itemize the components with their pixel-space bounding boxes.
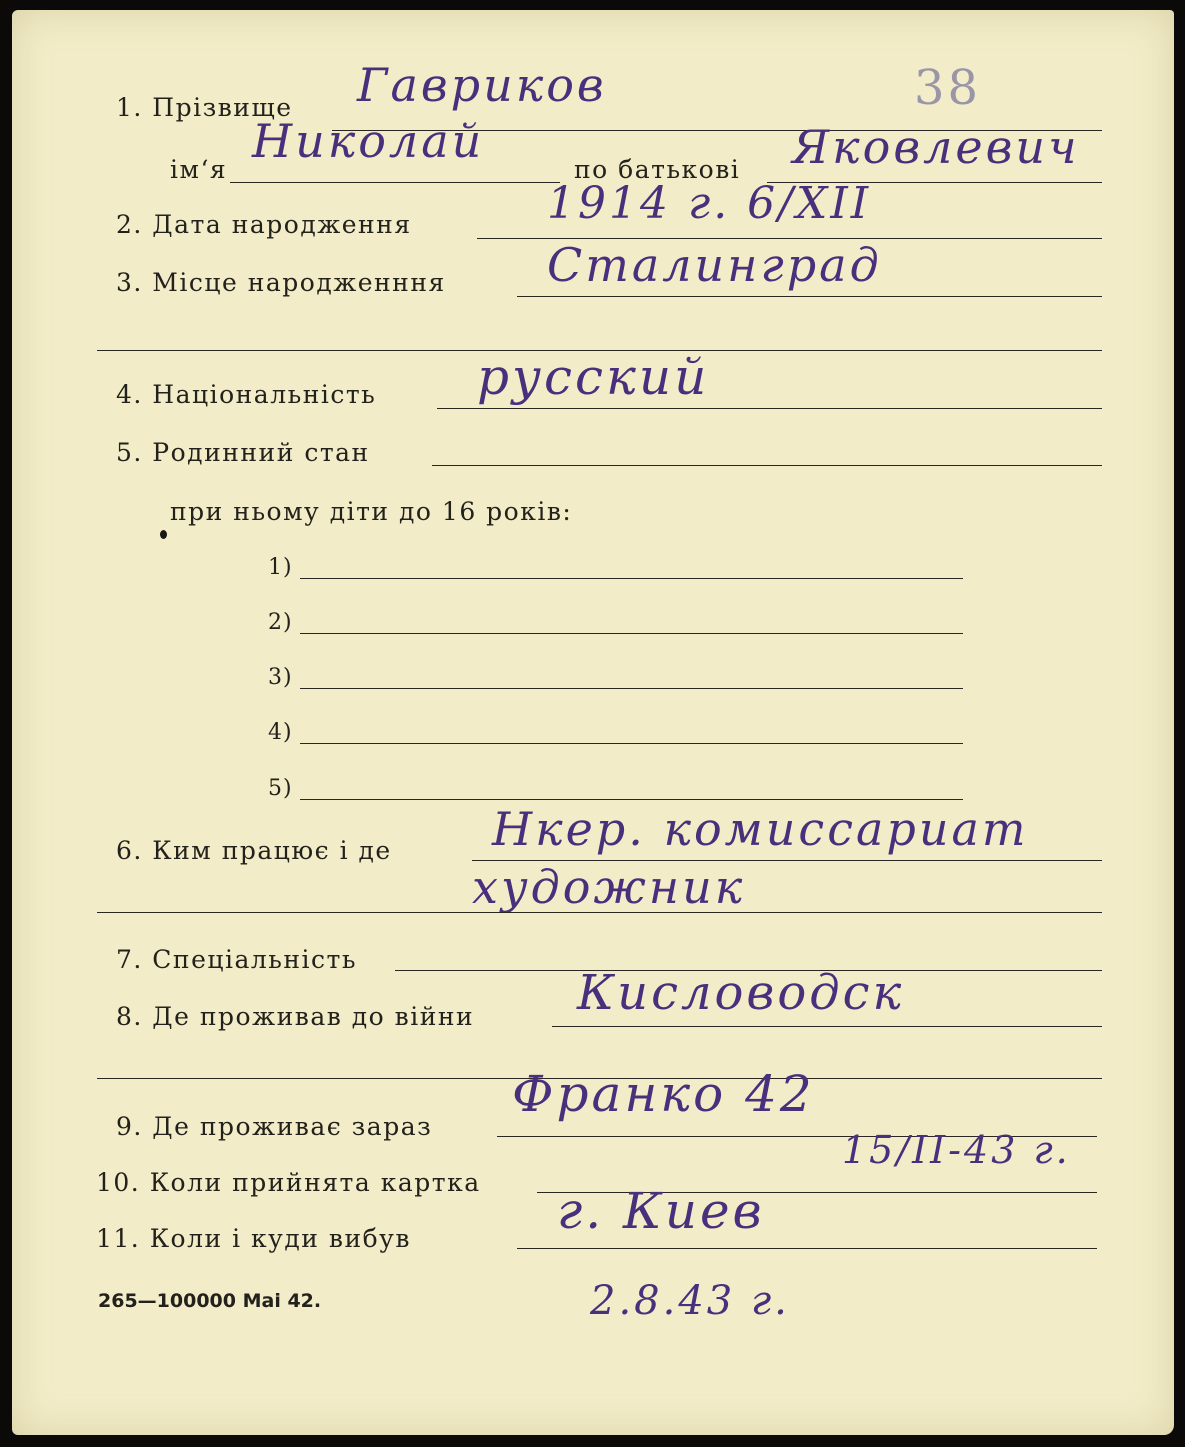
child-3-label: 3) xyxy=(268,665,293,690)
birth-date-label: 2. Дата народження xyxy=(116,210,412,239)
marital-label: 5. Родинний стан xyxy=(116,438,370,467)
child-1-label: 1) xyxy=(268,555,293,580)
birth-date-handwritten: 1914 г. 6/XII xyxy=(547,178,872,229)
child-1-line xyxy=(300,578,963,579)
birth-place-label: 3. Місце народженння xyxy=(116,268,446,297)
work-handwritten-1: Нкер. комиссариат xyxy=(492,802,1029,856)
departure-handwritten: г. Киев xyxy=(557,1182,765,1240)
departure-line xyxy=(517,1248,1097,1249)
registration-card xyxy=(12,10,1174,1435)
print-code: 265—100000 Mai 42. xyxy=(98,1290,322,1312)
birth-place-handwritten: Сталинград xyxy=(547,238,882,292)
departure-date-handwritten: 2.8.43 г. xyxy=(590,1278,790,1324)
prewar-line xyxy=(552,1026,1102,1027)
departure-label: 11. Коли і куди вибув xyxy=(96,1224,411,1253)
child-3-line xyxy=(300,688,963,689)
child-4-label: 4) xyxy=(268,720,293,745)
specialty-label: 7. Спеціальність xyxy=(116,945,357,974)
ink-dot xyxy=(160,530,167,539)
marital-line xyxy=(432,465,1102,466)
card-date-handwritten: 15/II-43 г. xyxy=(842,1128,1071,1172)
work-label: 6. Ким працює і де xyxy=(116,836,392,865)
work-handwritten-2: художник xyxy=(472,860,746,914)
nationality-handwritten: русский xyxy=(477,348,710,406)
patronymic-handwritten: Яковлевич xyxy=(792,120,1080,174)
patronymic-label: по батькові xyxy=(574,155,741,184)
card-date-label: 10. Коли прийнята картка xyxy=(96,1168,481,1197)
child-4-line xyxy=(300,743,963,744)
child-5-line xyxy=(300,799,963,800)
child-5-label: 5) xyxy=(268,776,293,801)
prewar-label: 8. Де проживав до війни xyxy=(116,1002,475,1031)
surname-label: 1. Прізвище xyxy=(116,93,293,122)
name-label: ім‘я xyxy=(170,155,228,184)
current-handwritten: Франко 42 xyxy=(512,1065,815,1123)
birth-place-line xyxy=(517,296,1102,297)
prewar-handwritten: Кисловодск xyxy=(577,965,905,1021)
current-label: 9. Де проживає зараз xyxy=(116,1112,433,1141)
nationality-label: 4. Національність xyxy=(116,380,377,409)
child-2-label: 2) xyxy=(268,610,293,635)
child-2-line xyxy=(300,633,963,634)
number-pencil: 38 xyxy=(914,60,982,116)
children-label: при ньому діти до 16 років: xyxy=(170,497,573,526)
surname-handwritten: Гавриков xyxy=(357,58,607,112)
nationality-line xyxy=(437,408,1102,409)
name-handwritten: Николай xyxy=(252,114,485,168)
name-line xyxy=(230,182,560,183)
work-line-2 xyxy=(97,912,1102,913)
